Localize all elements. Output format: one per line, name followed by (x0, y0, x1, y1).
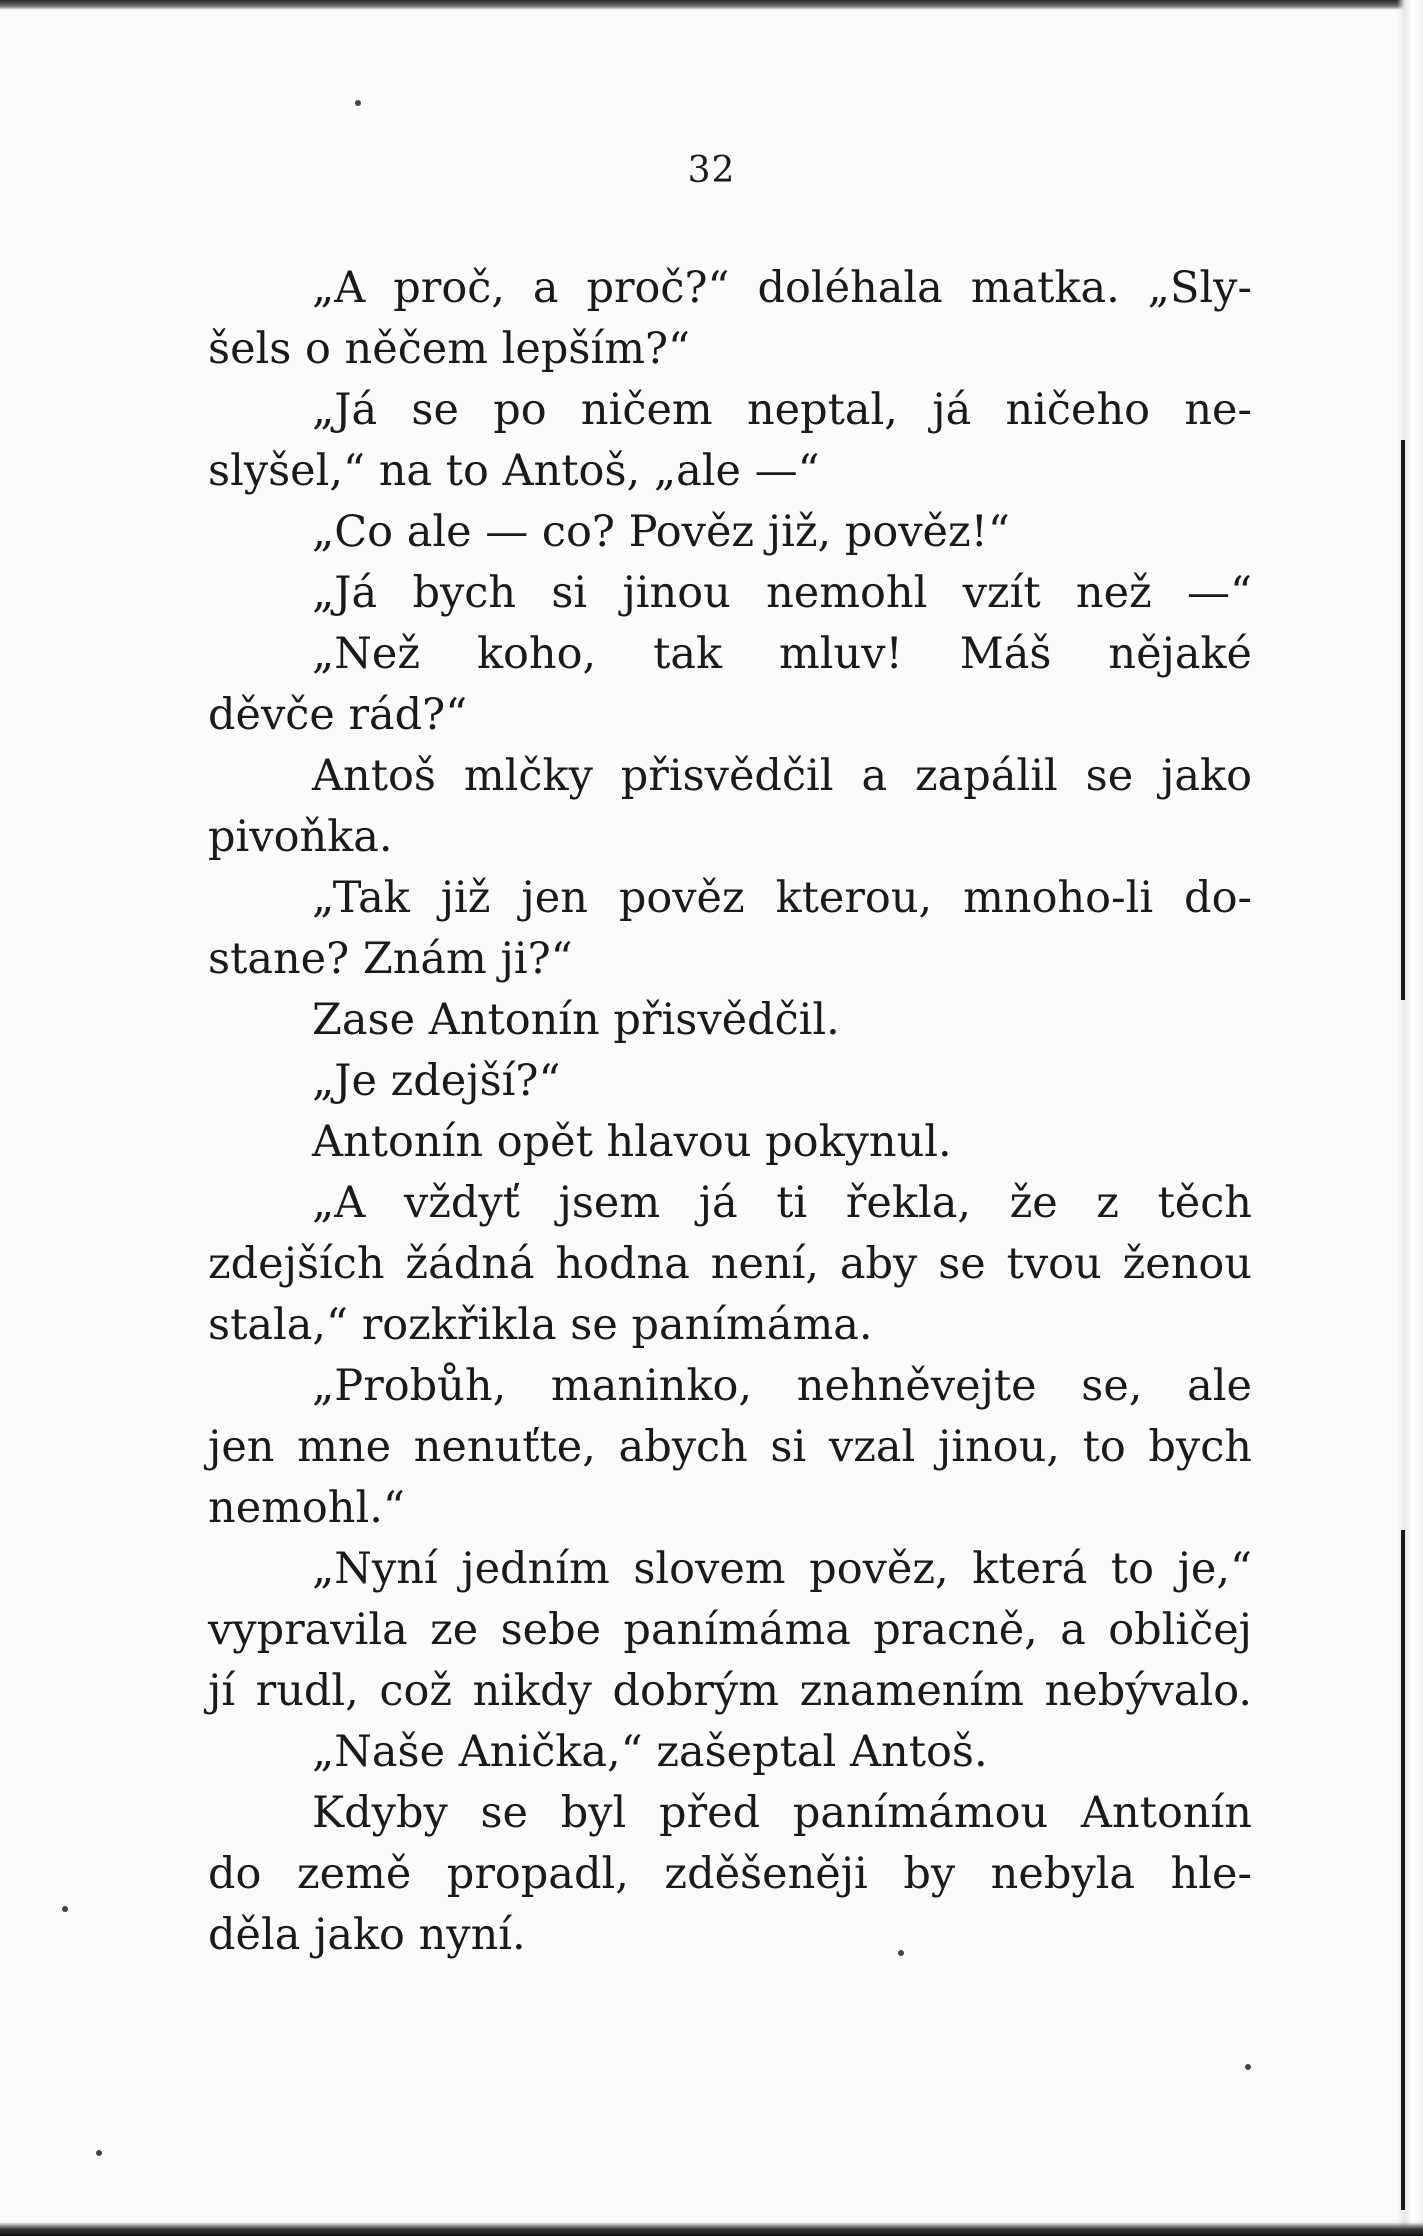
text-line: jí rudl, což nikdy dobrým znamením nebývalo. (208, 1666, 1252, 1716)
text-line: „Já se po ničem neptal, já ničeho ne- (312, 385, 1252, 435)
text-line: „A proč, a proč?“ doléhala matka. „Sly- (312, 263, 1252, 313)
text-line: Zase Antonín přisvědčil. (312, 995, 840, 1045)
spine-shadow-line (1401, 1530, 1405, 2210)
text-line: „Je zdejší?“ (312, 1056, 561, 1106)
page-number: 32 (687, 150, 736, 191)
text-line: „A vždyť jsem já ti řekla, že z těch (312, 1178, 1252, 1228)
paper-speck (355, 100, 361, 106)
text-line: stane? Znám ji?“ (208, 934, 573, 984)
paper-speck (1245, 2064, 1251, 2070)
paper-speck (96, 2150, 102, 2156)
text-line: šels o něčem lepším?“ (208, 324, 691, 374)
text-line: stala,“ rozkřikla se panímáma. (208, 1300, 873, 1350)
text-line: „Já bych si jinou nemohl vzít než —“ (312, 568, 1252, 618)
text-line: „Probůh, maninko, nehněvejte se, ale (312, 1361, 1252, 1411)
text-line: pivoňka. (208, 812, 393, 862)
text-line: jen mne nenuťte, abych si vzal jinou, to bych (208, 1422, 1252, 1472)
text-line: zdejších žádná hodna není, aby se tvou ženou (208, 1239, 1252, 1289)
text-line: Antoš mlčky přisvědčil a zapálil se jako (312, 751, 1252, 801)
spine-shadow-line (1401, 440, 1405, 1000)
text-line: do země propadl, zděšeněji by nebyla hle- (208, 1849, 1252, 1899)
text-line: „Co ale — co? Pověz již, pověz!“ (312, 507, 1010, 557)
text-line: „Tak již jen pověz kterou, mnoho-li do- (312, 873, 1252, 923)
text-line: „Nyní jedním slovem pověz, která to je,“ (312, 1544, 1252, 1594)
text-line: vypravila ze sebe panímáma pracně, a obličej (208, 1605, 1252, 1655)
text-line: „Naše Anička,“ zašeptal Antoš. (312, 1727, 988, 1777)
text-line: Kdyby se byl před panímámou Antonín (312, 1788, 1252, 1838)
text-line: slyšel,“ na to Antoš, „ale —“ (208, 446, 820, 496)
page-bottom-edge (0, 2222, 1423, 2236)
text-line: „Než koho, tak mluv! Máš nějaké (312, 629, 1252, 679)
page-top-edge (0, 0, 1423, 10)
text-line: nemohl.“ (208, 1483, 405, 1533)
text-line: Antonín opět hlavou pokynul. (312, 1117, 952, 1167)
body-text (208, 258, 1252, 1966)
text-line: děvče rád?“ (208, 690, 468, 740)
paper-speck (62, 1906, 68, 1912)
text-line: děla jako nyní. (208, 1910, 526, 1960)
